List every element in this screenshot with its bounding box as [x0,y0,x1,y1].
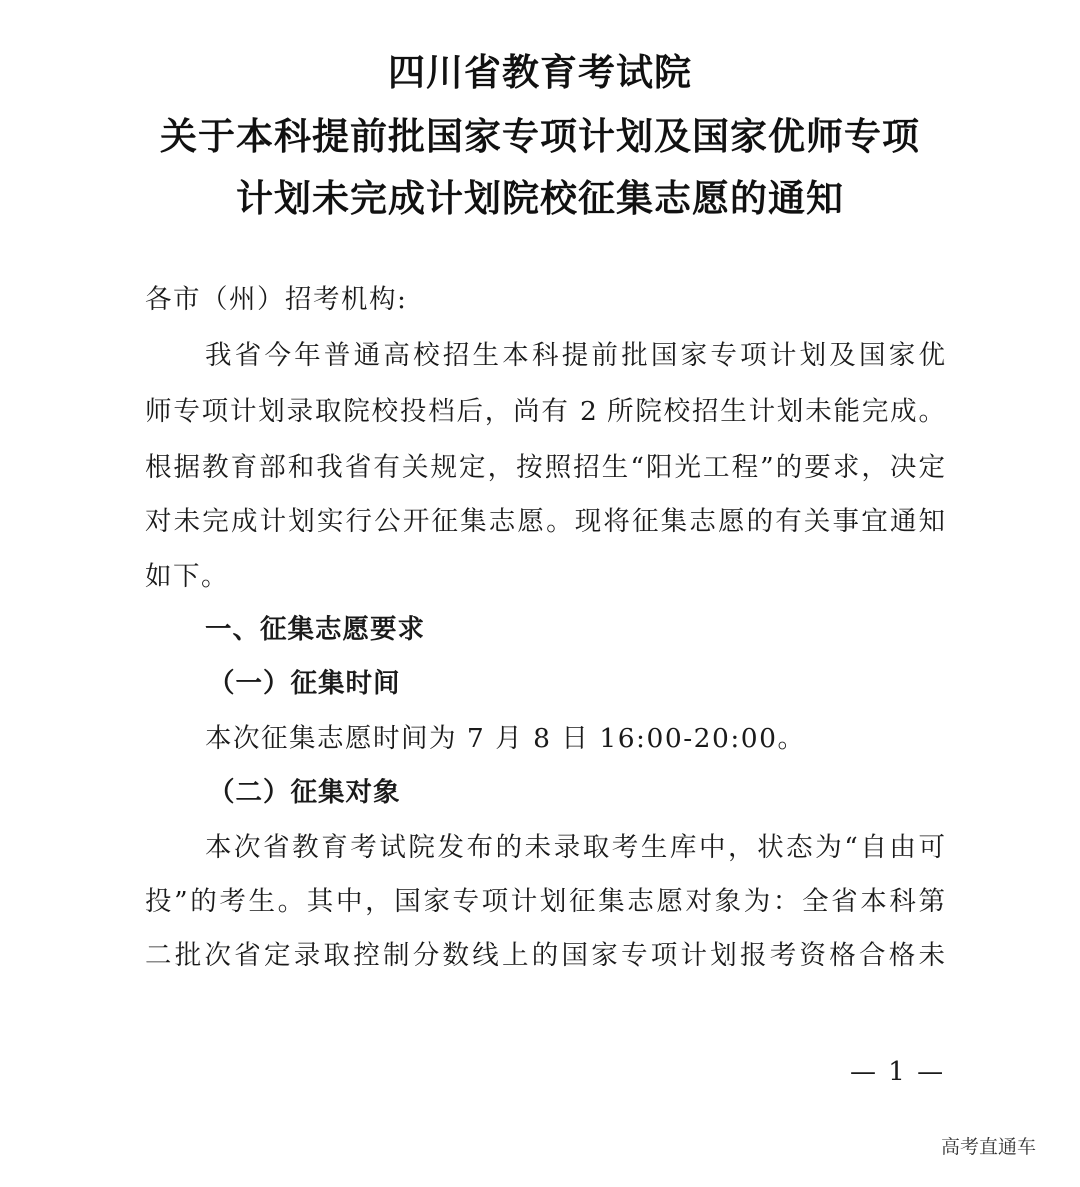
title-line-2: 关于本科提前批国家专项计划及国家优师专项 [160,114,920,158]
subsection-1-text: 本次征集志愿时间为 7 月 8 日 16:00-20:00。 [205,723,806,754]
title-line-3: 计划未完成计划院校征集志愿的通知 [236,176,844,220]
section-1-heading: 一、征集志愿要求 [205,614,425,645]
subsection-2-line-2: 投”的考生。其中，国家专项计划征集志愿对象为：全省本科第 [145,886,945,917]
intro-line-1: 我省今年普通高校招生本科提前批国家专项计划及国家优 [205,340,945,371]
intro-line-2: 师专项计划录取院校投档后，尚有 2 所院校招生计划未能完成。 [145,396,945,427]
intro-line-5: 如下。 [145,561,229,592]
subsection-1-heading: （一）征集时间 [208,668,401,699]
title-line-1: 四川省教育考试院 [388,50,692,94]
salutation: 各市（州）招考机构: [145,284,408,315]
watermark-label: 高考直通车 [941,1136,1037,1158]
subsection-2-heading: （二）征集对象 [208,777,401,808]
intro-line-3: 根据教育部和我省有关规定，按照招生“阳光工程”的要求，决定 [145,452,945,483]
intro-line-4: 对未完成计划实行公开征集志愿。现将征集志愿的有关事宜通知 [145,506,945,537]
subsection-2-line-1: 本次省教育考试院发布的未录取考生库中，状态为“自由可 [205,832,945,863]
subsection-2-line-3: 二批次省定录取控制分数线上的国家专项计划报考资格合格未 [145,940,945,971]
page-number: — 1 — [850,1057,946,1087]
